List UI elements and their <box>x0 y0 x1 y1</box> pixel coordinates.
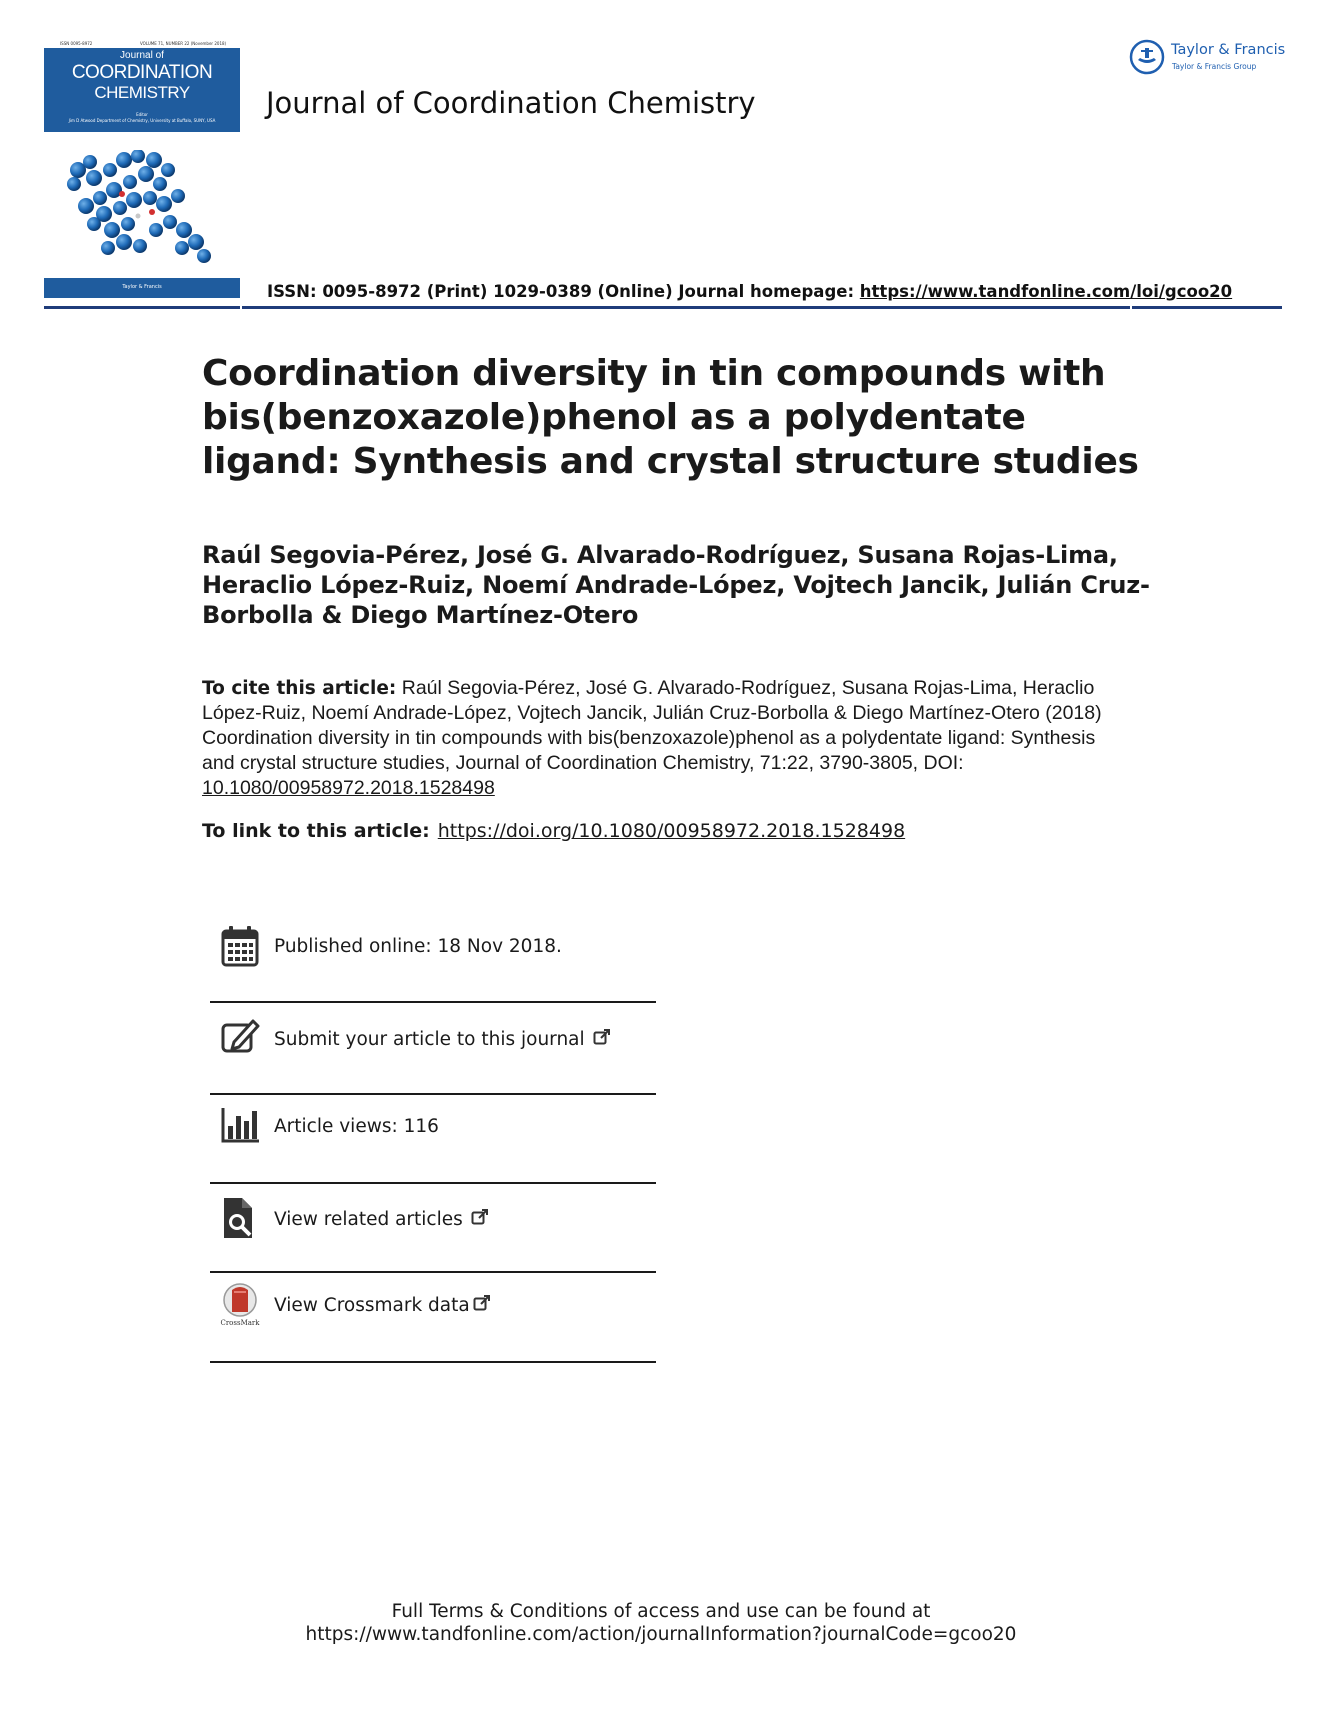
cover-title-line1: Journal of <box>120 50 164 61</box>
article-link-label: To link to this article: <box>202 820 430 842</box>
row-divider <box>210 1361 656 1363</box>
article-title: Coordination diversity in tin compounds with bis(benzoxazole)phenol as a polydentate ligand: Synthesis and crystal structure studies <box>202 353 1139 482</box>
article-views-row <box>210 1104 656 1194</box>
cover-publisher-text: Taylor & Francis <box>122 284 162 290</box>
published-online-label: Published online: 18 Nov 2018. <box>274 936 562 957</box>
search-document-icon <box>220 1196 260 1240</box>
cover-footer-band <box>44 278 240 298</box>
citation-label: To cite this article: <box>202 678 397 699</box>
publisher-group: Taylor & Francis Group <box>1172 62 1257 71</box>
row-divider <box>210 1182 656 1184</box>
crossmark-icon <box>220 1282 260 1326</box>
journal-cover <box>44 40 240 298</box>
cover-volume: VOLUME 71, NUMBER 22 (November 2018) <box>140 41 227 46</box>
terms-link[interactable]: https://www.tandfonline.com/action/journalInformation?journalCode=gcoo20 <box>305 1624 1017 1645</box>
cover-title-line3: CHEMISTRY <box>94 83 190 102</box>
calendar-icon <box>220 924 260 968</box>
related-articles-label[interactable] <box>274 1208 489 1230</box>
journal-title: Journal of Coordination Chemistry <box>266 86 756 120</box>
crossmark-badge-text: CrossMark <box>220 1319 260 1326</box>
crossmark-text: View Crossmark data <box>274 1295 470 1316</box>
cover-editor-label: Editor <box>136 112 148 117</box>
publisher-logo[interactable] <box>1128 38 1288 78</box>
header-rule-left <box>44 306 240 309</box>
row-divider <box>210 1001 656 1003</box>
related-articles-text: View related articles <box>274 1209 463 1230</box>
cover-editor: Jim D Atwood Department of Chemistry, University at Buffalo, SUNY, USA <box>68 118 216 123</box>
citation-text: Raúl Segovia-Pérez, José G. Alvarado-Rodríguez, Susana Rojas-Lima, Heraclio López-Ruiz, Noemí Andrade-López, Vojtech Jancik, Julián Cruz-Borbolla & Diego Martínez-Otero (2018) Coordination diversity in tin compounds with bis(benzoxazole)phenol as a polydentate ligand: Synthesis and crystal structure studies, Journal of Coordination Chemistry, 71:22, 3790-3805, DOI: <box>202 677 1102 774</box>
cover-molecule-image <box>64 150 224 270</box>
issn-text: ISSN: 0095-8972 (Print) 1029-0389 (Online) Journal homepage: <box>267 282 860 301</box>
header-rule-gap <box>1130 306 1132 309</box>
article-views-label: Article views: 116 <box>274 1116 439 1137</box>
crossmark-label[interactable] <box>274 1294 491 1316</box>
citation-block <box>202 676 1122 801</box>
article-link-line <box>202 820 905 842</box>
row-divider <box>210 1093 656 1095</box>
crossmark-row[interactable] <box>210 1282 656 1372</box>
terms-footer <box>0 1600 1322 1646</box>
submit-article-label[interactable] <box>274 1028 611 1050</box>
terms-line1: Full Terms & Conditions of access and use can be found at <box>391 1601 931 1622</box>
article-doi-link[interactable]: https://doi.org/10.1080/00958972.2018.1528498 <box>437 820 906 842</box>
citation-doi-link[interactable]: 10.1080/00958972.2018.1528498 <box>202 777 495 799</box>
issn-line <box>267 282 1232 301</box>
row-divider <box>210 1271 656 1273</box>
journal-homepage-link[interactable]: https://www.tandfonline.com/loi/gcoo20 <box>859 282 1233 301</box>
external-link-icon <box>473 1294 491 1312</box>
article-authors: Raúl Segovia-Pérez, José G. Alvarado-Rodríguez, Susana Rojas-Lima, Heraclio López-Ruiz, Noemí Andrade-López, Vojtech Jancik, Julián Cruz-Borbolla & Diego Martínez-Otero <box>202 541 1150 629</box>
header-rule <box>242 306 1282 309</box>
submit-article-text: Submit your article to this journal <box>274 1029 585 1050</box>
external-link-icon <box>593 1028 611 1046</box>
cover-issn: ISSN 0095-8972 <box>60 41 93 46</box>
edit-icon <box>220 1016 260 1060</box>
external-link-icon <box>471 1208 489 1226</box>
publisher-name: Taylor & Francis <box>1171 42 1286 58</box>
bar-chart-icon <box>220 1104 260 1148</box>
publisher-logo-icon <box>1128 38 1166 76</box>
cover-title-line2: COORDINATION <box>71 62 213 83</box>
